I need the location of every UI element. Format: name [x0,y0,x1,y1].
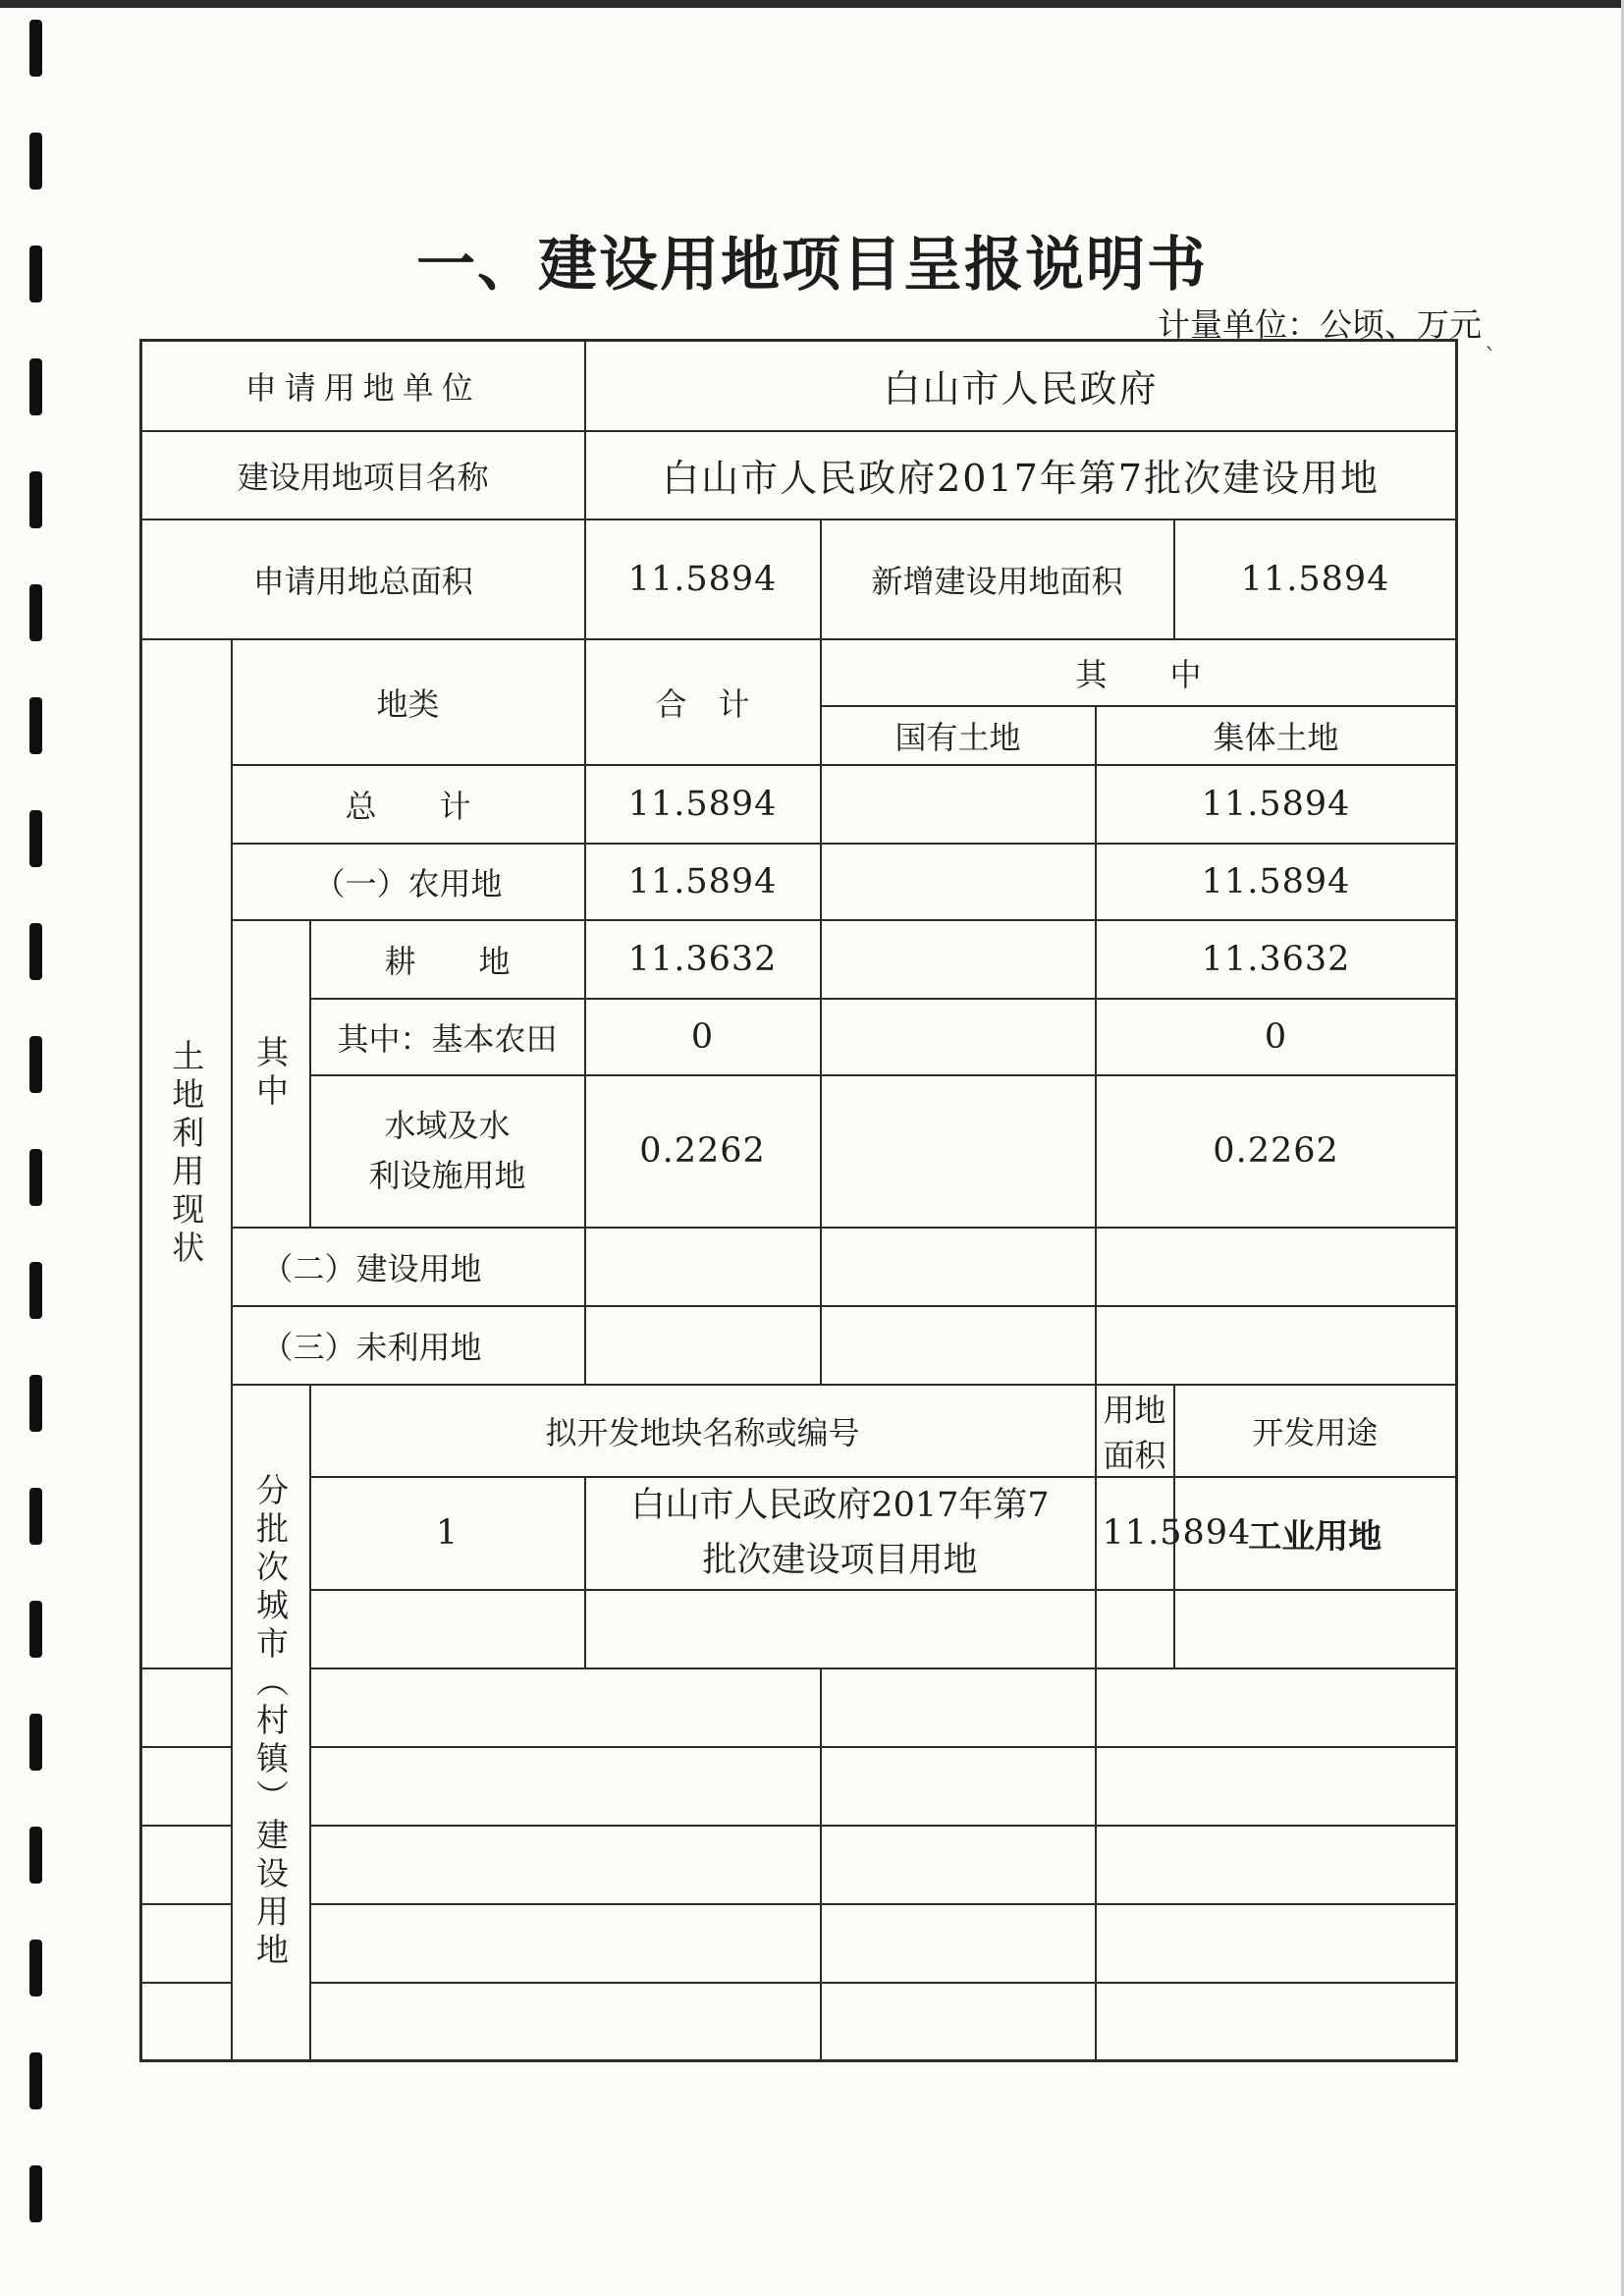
empty-cell [821,1747,1096,1826]
binding-hole [29,1601,42,1658]
col-of-which: 其 中 [821,639,1457,706]
batch-empty-row [141,1590,1457,1668]
binding-hole [29,133,42,190]
row-water-label-line1: 水域及水 [384,1106,511,1144]
binding-hole [29,20,42,77]
land-use-section-label: 土地利用现状 [141,639,232,1668]
empty-cell [821,1668,1096,1747]
empty-cell [310,1904,821,1983]
scan-mark: ` [1485,344,1496,371]
row-agri-total: 11.5894 [585,844,821,920]
row-total [141,765,1457,844]
binding-holes [29,0,49,2296]
binding-hole [29,1827,42,1884]
row-construction [141,1228,1457,1306]
empty-cell [1174,1590,1457,1668]
row-unused-collective [1096,1306,1457,1385]
binding-hole [29,1036,42,1093]
col-total: 合 计 [585,639,821,765]
col-category: 地类 [232,639,585,765]
batch-row-1-name-line1: 白山市人民政府2017年第7 [630,1486,1050,1525]
empty-cell [1096,1747,1457,1826]
row-agri-collective: 11.5894 [1096,844,1457,920]
binding-hole [29,1149,42,1206]
binding-hole [29,697,42,754]
row-total-label: 总 计 [232,765,585,844]
binding-hole [29,810,42,867]
batch-section-label: 分批次城市（村镇）建设用地 [232,1385,310,2061]
empty-cell [821,1983,1096,2061]
row-applicant [141,341,1457,431]
row-arable-label: 耕 地 [310,920,585,999]
project-name-value: 白山市人民政府2017年第7批次建设用地 [585,431,1457,519]
empty-cell [1096,1590,1174,1668]
binding-hole [29,1262,42,1319]
applicant-value: 白山市人民政府 [585,341,1457,431]
empty-cell [1096,1826,1457,1904]
empty-cell [585,1590,1096,1668]
batch-empty-row [141,1983,1457,2061]
report-table [139,339,1458,2062]
batch-empty-row [141,1747,1457,1826]
new-area-label: 新增建设用地面积 [821,519,1174,639]
row-water-label-line2: 利设施用地 [368,1157,526,1194]
col-collective-land: 集体土地 [1096,706,1457,765]
document-title: 一、建设用地项目呈报说明书 [416,231,1208,300]
col-state-land: 国有土地 [821,706,1096,765]
col-plot-name: 拟开发地块名称或编号 [310,1385,1096,1477]
empty-cell [141,1904,232,1983]
binding-hole [29,1488,42,1545]
row-basic-farmland-label: 其中：基本农田 [310,999,585,1075]
batch-empty-row [141,1904,1457,1983]
row-water [141,1075,1457,1228]
row-total-collective: 11.5894 [1096,765,1457,844]
row-agri-label: （一）农用地 [232,844,585,920]
land-use-header-row [141,639,1457,706]
empty-cell [310,1668,821,1747]
batch-row-1-no: 1 [310,1477,585,1590]
empty-cell [141,1826,232,1904]
row-arable-state [821,920,1096,999]
binding-hole [29,1940,42,1996]
row-water-state [821,1075,1096,1228]
of-which-label: 其中 [232,920,310,1228]
empty-cell [821,1826,1096,1904]
row-basic-farmland-state [821,999,1096,1075]
batch-empty-row [141,1668,1457,1747]
binding-hole [29,923,42,980]
binding-hole [29,2165,42,2222]
row-basic-farmland [141,999,1457,1075]
batch-header-row [141,1385,1457,1477]
row-total-total: 11.5894 [585,765,821,844]
total-area-label: 申请用地总面积 [141,519,585,639]
empty-cell [310,1747,821,1826]
row-water-collective: 0.2262 [1096,1075,1457,1228]
empty-cell [1096,1904,1457,1983]
applicant-label: 申请用地单位 [141,341,585,431]
empty-cell [310,1826,821,1904]
batch-row-1-purpose: 工业用地 [1174,1477,1457,1590]
row-project-name [141,431,1457,519]
project-name-label: 建设用地项目名称 [141,431,585,519]
empty-cell [141,1668,232,1747]
row-unused-state [821,1306,1096,1385]
binding-hole [29,471,42,528]
row-water-label [310,1075,585,1228]
empty-cell [821,1904,1096,1983]
binding-hole [29,2052,42,2109]
col-plot-purpose: 开发用途 [1174,1385,1457,1477]
row-unused-total [585,1306,821,1385]
row-arable [141,920,1457,999]
row-area [141,519,1457,639]
col-plot-area: 用地面积 [1096,1385,1174,1477]
new-area-value: 11.5894 [1174,519,1457,639]
binding-hole [29,584,42,641]
row-construction-collective [1096,1228,1457,1306]
total-area-value: 11.5894 [585,519,821,639]
row-agri [141,844,1457,920]
row-construction-total [585,1228,821,1306]
scan-top-edge [0,0,1624,8]
row-basic-farmland-collective: 0 [1096,999,1457,1075]
row-basic-farmland-total: 0 [585,999,821,1075]
empty-cell [310,1983,821,2061]
empty-cell [310,1590,585,1668]
row-unused-label: （三）未利用地 [232,1306,585,1385]
binding-hole [29,1714,42,1771]
row-unused [141,1306,1457,1385]
batch-row-1-area: 11.5894 [1096,1477,1174,1590]
empty-cell [1096,1668,1457,1747]
row-water-total: 0.2262 [585,1075,821,1228]
row-arable-collective: 11.3632 [1096,920,1457,999]
binding-hole [29,1375,42,1432]
row-agri-state [821,844,1096,920]
batch-row-1-name-line2: 批次建设项目用地 [702,1541,978,1580]
row-arable-total: 11.3632 [585,920,821,999]
empty-cell [141,1983,232,2061]
batch-row-1-name [585,1477,1096,1590]
row-total-state [821,765,1096,844]
row-construction-state [821,1228,1096,1306]
empty-cell [1096,1983,1457,2061]
unit-note: 计量单位：公顷、万元 [1158,305,1482,344]
binding-hole [29,358,42,415]
batch-row-1 [141,1477,1457,1590]
empty-cell [141,1747,232,1826]
batch-empty-row [141,1826,1457,1904]
row-construction-label: （二）建设用地 [232,1228,585,1306]
